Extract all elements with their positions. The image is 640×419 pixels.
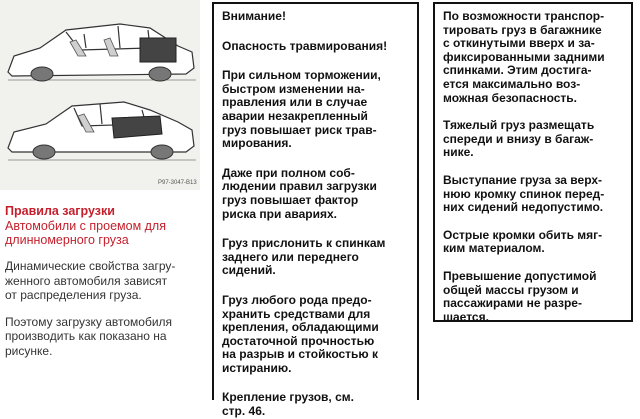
- recommendation-paragraph: [443, 174, 623, 215]
- text-line: ется максимально воз-: [443, 76, 581, 91]
- text-line: нике.: [443, 145, 474, 160]
- text-line: на разрыв и стойкостью к: [222, 347, 379, 362]
- text-line: сидений.: [222, 263, 276, 278]
- subtitle-line: Автомобили с проемом для: [5, 219, 166, 233]
- text-line: рисунке.: [5, 343, 53, 358]
- text-line: от распределения груза.: [5, 288, 142, 302]
- text-line: Выступание груза за верх-: [443, 172, 603, 187]
- warning-paragraph: [222, 391, 409, 418]
- intro-paragraph-2: [5, 315, 200, 359]
- text-line: нюю кромку спинок перед-: [443, 186, 605, 201]
- text-line: Крепление грузов, см.: [222, 390, 354, 405]
- intro-paragraph-1: [5, 259, 200, 303]
- warning-paragraph: [222, 69, 409, 151]
- text-line: достаточной прочностью: [222, 333, 375, 348]
- text-line: можная безопасность.: [443, 90, 578, 105]
- text-line: спереди и внизу в багаж-: [443, 131, 594, 146]
- text-line: Тяжелый груз размещать: [443, 118, 595, 133]
- section-subtitle: [5, 219, 200, 247]
- warning-paragraph: [222, 167, 409, 221]
- text-line: Груз прислонить к спинкам: [222, 236, 386, 251]
- text-line: ким материалом.: [443, 241, 545, 256]
- text-line: мирования.: [222, 136, 292, 151]
- section-title: Правила загрузки: [5, 204, 115, 218]
- recommendation-box: [433, 2, 633, 322]
- figure-code: P97-3047-B13: [158, 180, 197, 186]
- text-line: Превышение допустимой: [443, 268, 597, 283]
- text-line: заднего или переднего: [222, 249, 359, 264]
- text-line: людении правил загрузки: [222, 179, 377, 194]
- text-line: быстром изменении на-: [222, 81, 365, 96]
- text-line: стр. 46.: [222, 404, 266, 419]
- warning-heading: [222, 10, 409, 24]
- recommendation-paragraph: [443, 229, 623, 256]
- text-line: фиксированными задними: [443, 49, 605, 64]
- warning-paragraph: [222, 237, 409, 278]
- text-line: них сидений недопустимо.: [443, 200, 604, 215]
- text-line: Внимание!: [222, 9, 286, 23]
- text-line: Поэтому загрузку автомобиля: [5, 314, 173, 329]
- text-line: По возможности транспор-: [443, 9, 605, 23]
- cargo-block-bottom: [112, 116, 162, 138]
- warning-injury: [222, 40, 409, 54]
- text-line: производить как показано на: [5, 329, 167, 343]
- text-line: Острые кромки обить мяг-: [443, 227, 603, 242]
- car-diagram: [0, 0, 200, 190]
- text-line: При сильном торможении,: [222, 68, 381, 83]
- text-line: тировать груз в багажнике: [443, 22, 602, 37]
- text-line: шается.: [443, 309, 489, 324]
- recommendation-paragraph: [443, 119, 623, 160]
- text-line: хранить средствами для: [222, 306, 371, 321]
- text-line: груз повышает фактор: [222, 192, 359, 207]
- text-line: пассажирами не разре-: [443, 296, 582, 311]
- cargo-block-top: [140, 38, 176, 62]
- text-line: Даже при полном соб-: [222, 165, 355, 180]
- text-line: риска при авариях.: [222, 206, 337, 221]
- recommendation-paragraph: [443, 10, 623, 105]
- text-line: Динамические свойства загру-: [5, 259, 176, 273]
- car-loading-illustration: [0, 0, 200, 190]
- warning-box: [212, 2, 419, 419]
- text-line: с откинутыми вверх и за-: [443, 36, 595, 51]
- text-line: истиранию.: [222, 360, 292, 375]
- text-line: общей массы грузом и: [443, 282, 579, 297]
- text-line: крепления, обладающими: [222, 320, 379, 335]
- text-line: Груз любого рода предо-: [222, 292, 372, 307]
- text-line: правления или в случае: [222, 95, 368, 110]
- text-line: спинками. Этим достига-: [443, 63, 592, 78]
- left-column: [5, 204, 200, 358]
- text-line: Опасность травмирования!: [222, 38, 388, 53]
- text-line: аварии незакрепленный: [222, 108, 368, 123]
- text-line: груз повышает риск трав-: [222, 122, 377, 137]
- subtitle-line: длинномерного груза: [5, 233, 129, 247]
- recommendation-paragraph: [443, 270, 623, 324]
- text-line: женного автомобиля зависят: [5, 273, 168, 288]
- warning-paragraph: [222, 294, 409, 376]
